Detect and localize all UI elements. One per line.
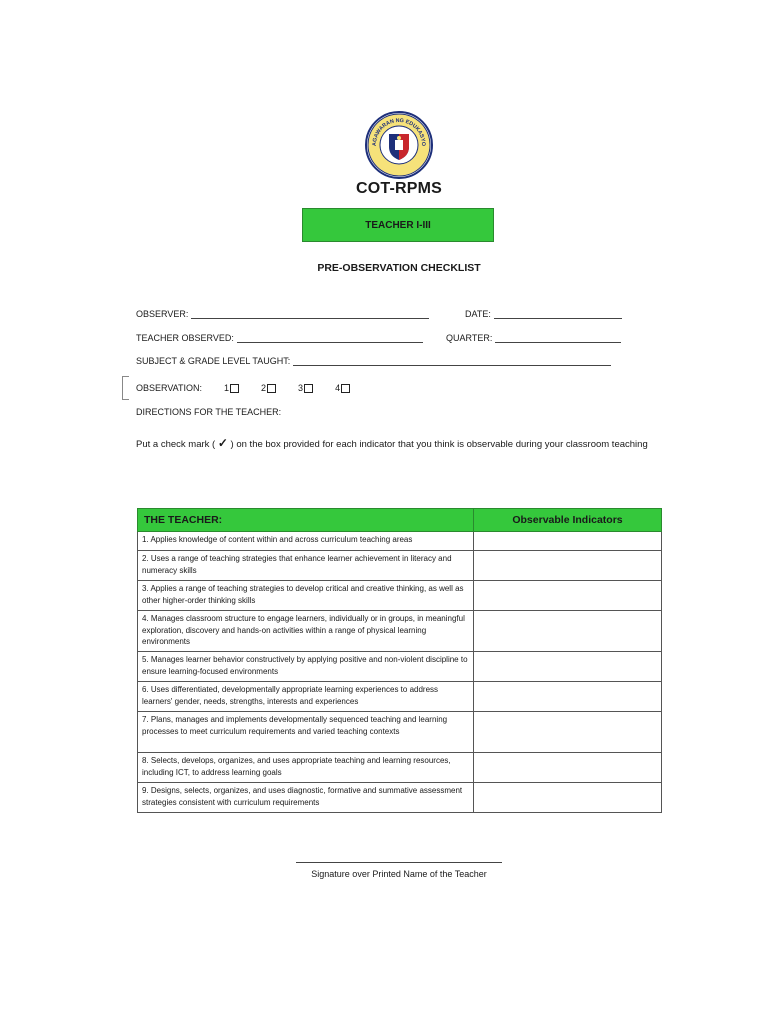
table-row	[138, 712, 662, 753]
observation-checkbox-4[interactable]	[341, 384, 350, 393]
deped-seal-icon	[364, 110, 434, 180]
observer-input-line[interactable]	[191, 309, 429, 319]
indicator-check-cell[interactable]	[474, 783, 662, 813]
indicator-text: 6. Uses differentiated, developmentally appropriate learning experiences to address learners' gender, needs, strengths, interests and experiences	[138, 682, 474, 712]
table-row	[138, 532, 662, 551]
observation-checkbox-3[interactable]	[304, 384, 313, 393]
signature-label: Signature over Printed Name of the Teacher	[311, 869, 487, 879]
observation-checkbox-2[interactable]	[267, 384, 276, 393]
date-field	[465, 309, 622, 319]
observer-label: OBSERVER:	[136, 309, 189, 319]
teacher-observed-label: TEACHER OBSERVED:	[136, 333, 234, 343]
subject-grade-input-line[interactable]	[293, 356, 611, 366]
directions-text-after: ) on the box provided for each indicator that you think is observable during your classroom teaching	[230, 439, 648, 450]
observation-row	[136, 383, 350, 393]
indicator-text: 3. Applies a range of teaching strategies to develop critical and creative thinking, as well as other higher-order thinking skills	[138, 581, 474, 611]
indicator-text: 8. Selects, develops, organizes, and uses appropriate teaching and learning resources, including ICT, to address learning goals	[138, 753, 474, 783]
observation-option-number: 3	[298, 383, 304, 393]
teacher-observed-input-line[interactable]	[237, 333, 423, 343]
indicator-text: 7. Plans, manages and implements developmentally sequenced teaching and learning processes to meet curriculum requirements and varied teaching contexts	[138, 712, 474, 753]
table-row	[138, 682, 662, 712]
indicator-check-cell[interactable]	[474, 712, 662, 753]
observation-option-3[interactable]	[298, 383, 313, 393]
indicator-check-cell[interactable]	[474, 753, 662, 783]
teacher-level-banner	[302, 208, 494, 242]
observation-option-1[interactable]	[224, 383, 239, 393]
indicator-text: 2. Uses a range of teaching strategies that enhance learner achievement in literacy and numeracy skills	[138, 551, 474, 581]
table-row	[138, 652, 662, 682]
observation-checkbox-1[interactable]	[230, 384, 239, 393]
indicator-text: 1. Applies knowledge of content within and across curriculum teaching areas	[138, 532, 474, 551]
observation-option-4[interactable]	[335, 383, 350, 393]
page-title: COT-RPMS	[355, 180, 443, 197]
observation-option-2[interactable]	[261, 383, 276, 393]
subject-grade-field	[136, 356, 611, 366]
table-row	[138, 611, 662, 652]
date-input-line[interactable]	[494, 309, 622, 319]
observation-option-number: 2	[261, 383, 267, 393]
subject-grade-label: SUBJECT & GRADE LEVEL TAUGHT:	[136, 356, 291, 366]
observer-field	[136, 309, 429, 319]
observable-indicators-header: Observable Indicators	[474, 509, 662, 532]
directions-text-before: Put a check mark (	[136, 439, 216, 450]
indicator-text: 4. Manages classroom structure to engage learners, individually or in groups, in meaningful exploration, discovery and hands-on activities within a range of physical learning environments	[138, 611, 474, 652]
indicator-check-cell[interactable]	[474, 581, 662, 611]
teacher-column-header: THE TEACHER:	[138, 509, 474, 532]
seal-text: AGAWARAN NG EDUKASYO	[371, 117, 427, 147]
teacher-level-label: TEACHER I-III	[365, 219, 431, 231]
observation-option-number: 4	[335, 383, 341, 393]
indicator-check-cell[interactable]	[474, 551, 662, 581]
table-row	[138, 783, 662, 813]
table-header-row	[138, 509, 662, 532]
table-row	[138, 581, 662, 611]
table-row	[138, 753, 662, 783]
margin-bracket	[122, 376, 129, 400]
observation-label: OBSERVATION:	[136, 383, 203, 393]
teacher-observed-field	[136, 333, 423, 343]
checklist-subtitle: PRE-OBSERVATION CHECKLIST	[317, 262, 481, 274]
directions-label: DIRECTIONS FOR THE TEACHER:	[136, 407, 282, 417]
indicator-text: 9. Designs, selects, organizes, and uses diagnostic, formative and summative assessment strategies consistent with curriculum requirements	[138, 783, 474, 813]
directions-text	[136, 437, 676, 451]
indicator-check-cell[interactable]	[474, 611, 662, 652]
indicator-text: 5. Manages learner behavior constructively by applying positive and non-violent discipline to ensure learning-focused environments	[138, 652, 474, 682]
signature-line[interactable]	[296, 862, 502, 863]
observation-option-number: 1	[224, 383, 230, 393]
quarter-input-line[interactable]	[495, 333, 621, 343]
indicator-check-cell[interactable]	[474, 532, 662, 551]
table-row	[138, 551, 662, 581]
checkmark-icon: ✓	[217, 436, 228, 450]
date-label: DATE:	[465, 309, 491, 319]
quarter-label: QUARTER:	[446, 333, 493, 343]
indicator-check-cell[interactable]	[474, 652, 662, 682]
indicators-table	[137, 508, 662, 813]
quarter-field	[446, 333, 621, 343]
indicator-check-cell[interactable]	[474, 682, 662, 712]
